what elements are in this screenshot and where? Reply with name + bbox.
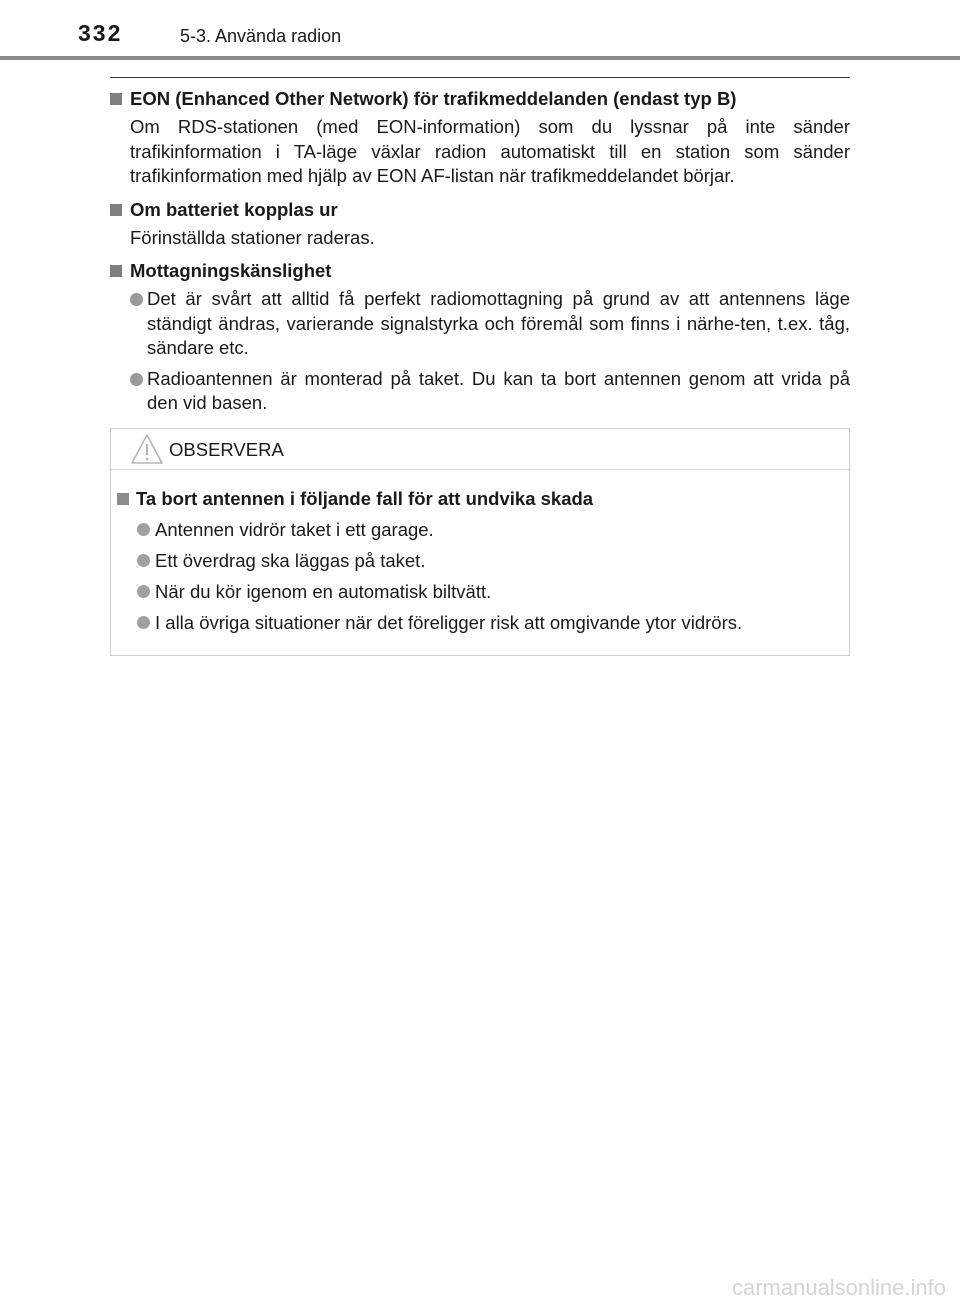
circle-bullet-icon [137, 585, 150, 598]
warning-triangle-icon [130, 433, 164, 465]
notice-header [111, 429, 849, 470]
notice-heading: Ta bort antennen i följande fall för att undvika skada [111, 486, 849, 512]
content-divider [110, 77, 850, 78]
header-divider [0, 56, 960, 60]
list-item: Ett överdrag ska läggas på taket. [111, 548, 849, 574]
square-bullet-icon [110, 93, 122, 105]
main-content [110, 86, 850, 424]
circle-bullet-icon [130, 373, 143, 386]
section-eon [110, 86, 850, 189]
section-battery [110, 197, 850, 251]
page-header [0, 0, 960, 62]
square-bullet-icon [117, 493, 129, 505]
circle-bullet-icon [137, 616, 150, 629]
section-paragraph: Förinställda stationer raderas. [130, 226, 375, 248]
watermark: carmanualsonline.info [731, 1275, 946, 1300]
circle-bullet-icon [130, 293, 143, 306]
list-item: Det är svårt att alltid få perfekt radiomottagning på grund av att antennens läge ständigt ändras, varierande signalstyrka och föremål som finns i närhe-ten, t.ex. tåg, sändare etc. [110, 287, 850, 361]
list-item: Radioantennen är monterad på taket. Du kan ta bort antennen genom att vrida på den vid basen. [110, 367, 850, 416]
section-paragraph: Om RDS-stationen (med EON-information) som du lyssnar på inte sänder trafikinformation i TA-läge växlar radion automatiskt till en station som sänder trafikinformation med hjälp av EON AF-listan när trafikmeddelandet börjar. [130, 116, 850, 186]
circle-bullet-icon [137, 554, 150, 567]
list-item: I alla övriga situationer när det föreligger risk att omgivande ytor vidrörs. [111, 610, 849, 636]
notice-label: OBSERVERA [169, 439, 284, 460]
square-bullet-icon [110, 204, 122, 216]
square-bullet-icon [110, 265, 122, 277]
notice-box [110, 428, 850, 656]
page-number: 332 [78, 20, 123, 46]
section-heading: Mottagningskänslighet [110, 258, 850, 284]
section-heading: EON (Enhanced Other Network) för trafikmeddelanden (endast typ B) [110, 86, 850, 112]
section-reception [110, 258, 850, 416]
list-item: Antennen vidrör taket i ett garage. [111, 517, 849, 543]
list-item: När du kör igenom en automatisk biltvätt. [111, 579, 849, 605]
section-heading: Om batteriet kopplas ur [110, 197, 850, 223]
notice-body [111, 486, 849, 636]
section-title: 5-3. Använda radion [180, 26, 342, 46]
circle-bullet-icon [137, 523, 150, 536]
